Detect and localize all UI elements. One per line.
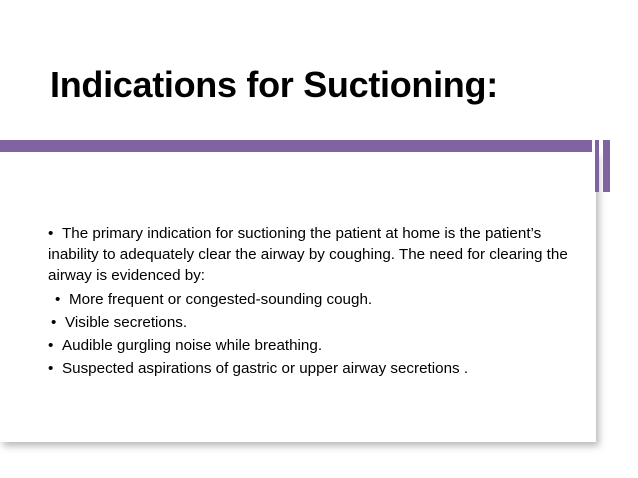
slide-title: Indications for Suctioning:: [50, 64, 498, 105]
list-item: [48, 357, 578, 380]
intro-paragraph: [48, 223, 578, 286]
accent-stripe: [595, 140, 599, 192]
list-item: [48, 311, 578, 334]
bullet-list: [48, 288, 578, 380]
list-item: [48, 288, 578, 311]
accent-bar: [0, 140, 592, 152]
bullet-glyph: •: [48, 225, 54, 242]
slide-body: [48, 223, 578, 380]
list-item: [48, 334, 578, 357]
accent-stripe: [603, 140, 610, 192]
bullet-glyph: •: [48, 360, 54, 377]
bullet-glyph: •: [55, 291, 61, 308]
bullet-glyph: •: [51, 314, 57, 331]
list-item-text: More frequent or congested-sounding cough.: [69, 291, 373, 308]
list-item-text: Audible gurgling noise while breathing.: [62, 337, 323, 354]
list-item-text: Suspected aspirations of gastric or upper airway secretions .: [62, 360, 469, 377]
intro-text: The primary indication for suctioning the patient at home is the patient’s inability to adequately clear the airway by coughing. The need for clearing the airway is evidenced by:: [48, 225, 568, 284]
bullet-glyph: •: [48, 337, 54, 354]
list-item-text: Visible secretions.: [65, 314, 188, 331]
